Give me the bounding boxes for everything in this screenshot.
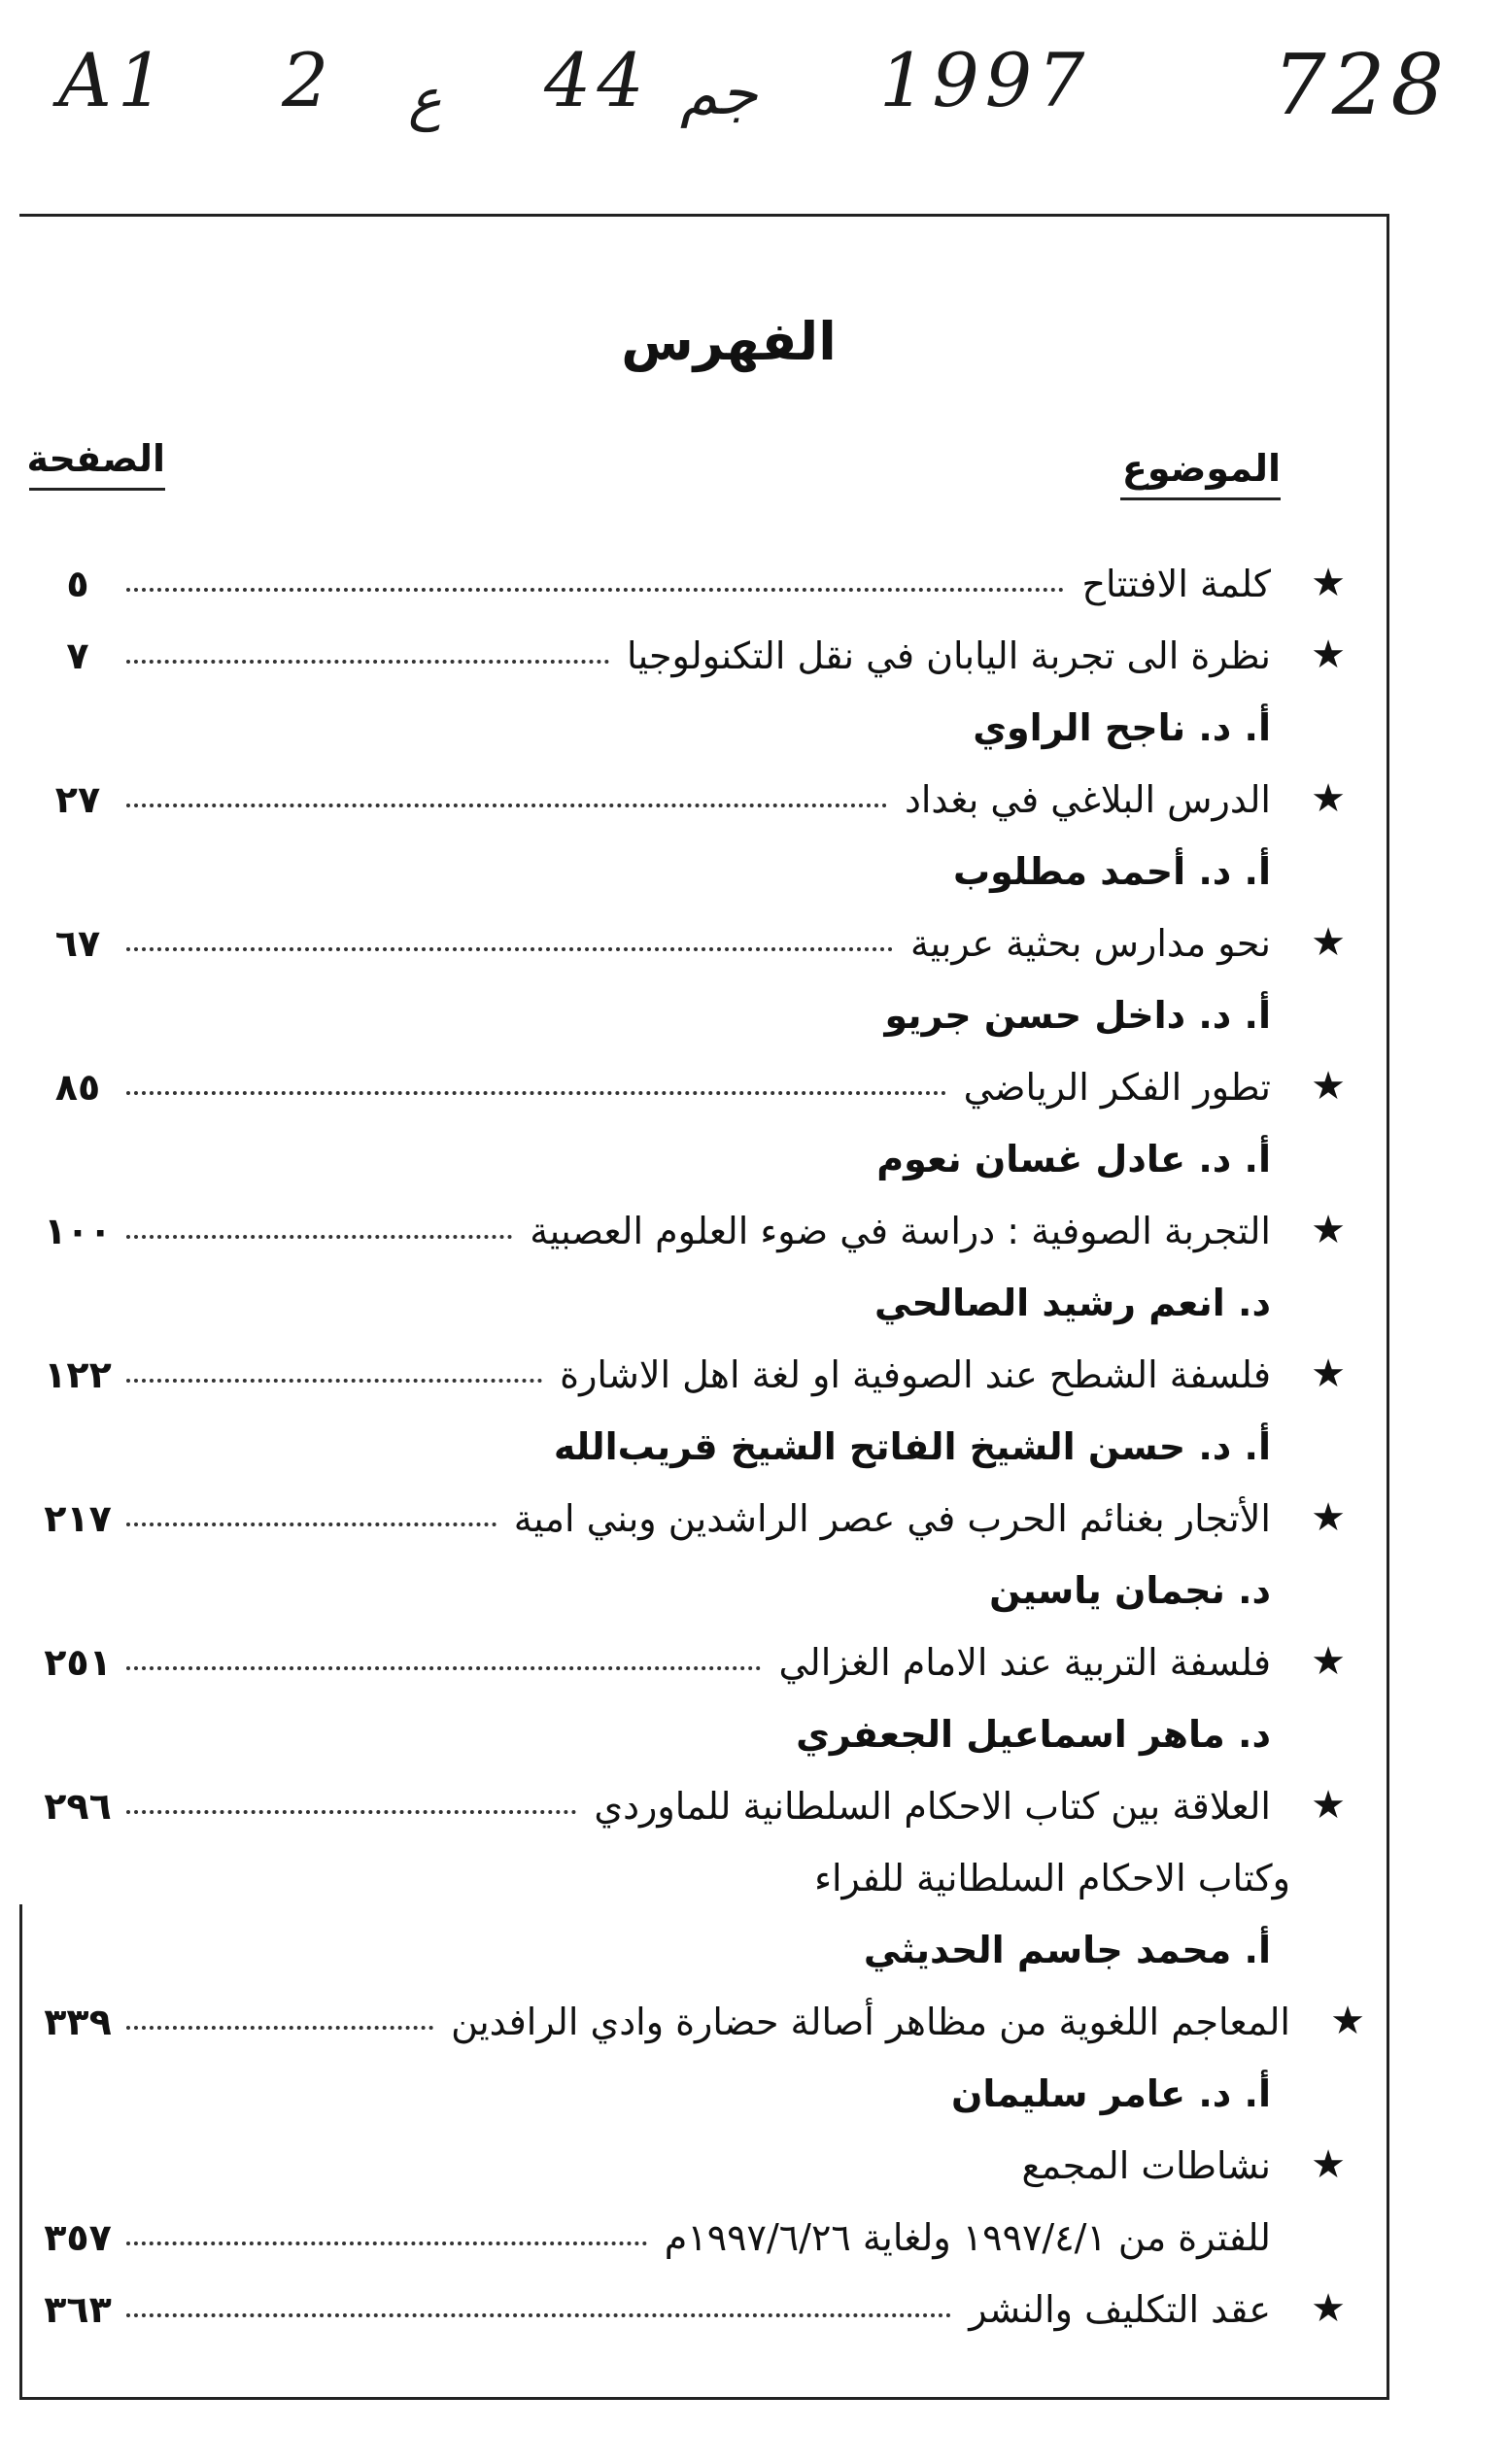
handwritten-n1: 2	[282, 37, 335, 123]
toc-list	[29, 549, 1365, 2346]
toc-entry-page: ٥	[29, 557, 126, 611]
toc-entry-author: د. ماهر اسماعيل الجعفري	[796, 1713, 1271, 1756]
toc-entry-title: نشاطات المجمع	[1011, 2139, 1271, 2193]
toc-entry-title: كلمة الافتتاح	[1072, 557, 1271, 611]
dot-leader	[126, 947, 893, 951]
toc-entry-continuation-row	[29, 2203, 1351, 2275]
handwritten-n4: جم	[680, 57, 758, 128]
toc-entry-title: نظرة الى تجربة اليابان في نقل التكنولوجيا	[617, 629, 1271, 683]
toc-entry[interactable]	[29, 1340, 1351, 1412]
toc-entry[interactable]	[29, 1196, 1351, 1268]
toc-entry-author-row	[29, 837, 1351, 908]
toc-entry[interactable]	[29, 908, 1351, 980]
handwritten-year: 1997	[879, 37, 1091, 123]
toc-entry-title: نحو مدارس بحثية عربية	[901, 916, 1271, 971]
dot-leader	[126, 1666, 761, 1670]
toc-entry-title-continuation: وكتاب الاحكام السلطانية للفراء	[814, 1857, 1290, 1899]
toc-entry-title: المعاجم اللغوية من مظاهر أصالة حضارة وادي الرافدين	[441, 1995, 1290, 2049]
toc-entry-page: ١٢٢	[29, 1348, 126, 1402]
star-bullet-icon: ★	[1311, 561, 1346, 605]
dot-leader	[126, 1235, 512, 1239]
dot-leader	[126, 588, 1064, 592]
toc-entry-page: ٨٥	[29, 1060, 126, 1114]
toc-entry-author: أ. د. عامر سليمان	[950, 2072, 1271, 2115]
dot-leader	[126, 1091, 946, 1095]
toc-entry-author: د. نجمان ياسين	[989, 1569, 1271, 1612]
toc-entry[interactable]	[29, 1771, 1351, 1843]
star-bullet-icon: ★	[1311, 633, 1346, 677]
toc-entry[interactable]	[29, 2275, 1351, 2346]
toc-entry-page: ٢١٧	[29, 1491, 126, 1546]
toc-entry-page: ٦٧	[29, 916, 126, 971]
toc-entry-author-row	[29, 1412, 1351, 1484]
toc-entry-author: أ. د. داخل حسن جريو	[884, 994, 1271, 1037]
page-title: الفهرس	[621, 311, 837, 372]
toc-entry-page: ٧	[29, 629, 126, 683]
toc-entry-author: أ. د. حسن الشيخ الفاتح الشيخ قريب‌الله	[553, 1425, 1271, 1468]
column-header-page: الصفحة	[29, 437, 165, 491]
toc-entry-author-row	[29, 693, 1351, 765]
toc-entry-page: ٢٥١	[29, 1635, 126, 1690]
dot-leader	[126, 1810, 576, 1814]
toc-entry-author-row	[29, 1556, 1351, 1627]
handwritten-code: A1	[58, 37, 171, 123]
toc-entry[interactable]	[29, 549, 1351, 621]
toc-entry-title: الدرس البلاغي في بغداد	[895, 772, 1271, 827]
toc-entry[interactable]	[29, 1484, 1351, 1556]
toc-entry-author-row	[29, 1268, 1351, 1340]
star-bullet-icon: ★	[1311, 1783, 1346, 1828]
star-bullet-icon: ★	[1311, 1352, 1346, 1396]
toc-entry[interactable]	[29, 2131, 1351, 2203]
dot-leader	[126, 804, 887, 807]
dot-leader	[126, 660, 609, 664]
column-header-topic: الموضوع	[1120, 447, 1281, 500]
toc-entry[interactable]	[29, 1052, 1351, 1124]
toc-entry-title: تطور الفكر الرياضي	[954, 1060, 1271, 1114]
star-bullet-icon: ★	[1311, 1064, 1346, 1109]
star-bullet-icon: ★	[1311, 2142, 1346, 2187]
star-bullet-icon: ★	[1330, 1999, 1365, 2043]
toc-entry-page: ٢٩٦	[29, 1779, 126, 1833]
toc-entry-author-row	[29, 980, 1351, 1052]
toc-entry-author: أ. د. أحمد مطلوب	[953, 850, 1271, 893]
toc-entry-author: د. انعم رشيد الصالحي	[874, 1282, 1271, 1324]
toc-entry-page: ٣٣٩	[29, 1995, 126, 2049]
dot-leader	[126, 2313, 951, 2317]
toc-entry-title: العلاقة بين كتاب الاحكام السلطانية للماوردي	[584, 1779, 1271, 1833]
toc-entry-author: أ. د. عادل غسان نعوم	[876, 1138, 1271, 1181]
toc-entry-continuation-row	[29, 1843, 1351, 1915]
dot-leader	[126, 1523, 497, 1526]
toc-entry[interactable]	[29, 1627, 1351, 1699]
star-bullet-icon: ★	[1311, 920, 1346, 965]
toc-entry-author-row	[29, 1915, 1351, 1987]
toc-entry-title: الأتجار بغنائم الحرب في عصر الراشدين وبني امية	[504, 1491, 1271, 1546]
star-bullet-icon: ★	[1311, 1639, 1346, 1684]
star-bullet-icon: ★	[1311, 776, 1346, 821]
toc-entry-page: ١٠٠	[29, 1204, 126, 1258]
toc-entry-page: ٢٧	[29, 772, 126, 827]
handwritten-number: 728	[1273, 37, 1451, 134]
toc-entry-author-row	[29, 1699, 1351, 1771]
toc-entry-author: أ. محمد جاسم الحديثي	[863, 1929, 1271, 1971]
toc-entry-page: ٣٥٧	[29, 2210, 126, 2265]
toc-entry-author: أ. د. ناجح الراوي	[973, 706, 1271, 749]
toc-entry-page: ٣٦٣	[29, 2282, 126, 2337]
toc-entry-title: فلسفة التربية عند الامام الغزالي	[769, 1635, 1271, 1690]
toc-entry[interactable]	[29, 1987, 1365, 2059]
handwritten-n2: ع	[408, 66, 442, 132]
dot-leader	[126, 2242, 647, 2245]
star-bullet-icon: ★	[1311, 2286, 1346, 2331]
toc-entry-author-row	[29, 2059, 1351, 2131]
toc-entry-title: التجربة الصوفية : دراسة في ضوء العلوم العصبية	[520, 1204, 1271, 1258]
handwritten-header	[0, 37, 1507, 170]
toc-entry[interactable]	[29, 621, 1351, 693]
dot-leader	[126, 2026, 433, 2030]
frame-left-border	[19, 1904, 22, 2400]
star-bullet-icon: ★	[1311, 1495, 1346, 1540]
toc-entry[interactable]	[29, 765, 1351, 837]
dot-leader	[126, 1379, 542, 1383]
toc-entry-title-continuation: للفترة من ١٩٩٧/٤/١ ولغاية ١٩٩٧/٦/٢٦م	[655, 2210, 1271, 2265]
toc-entry-author-row	[29, 1124, 1351, 1196]
star-bullet-icon: ★	[1311, 1208, 1346, 1252]
handwritten-n3: 44	[544, 37, 650, 123]
toc-entry-title: عقد التكليف والنشر	[959, 2282, 1271, 2337]
toc-entry-title: فلسفة الشطح عند الصوفية او لغة اهل الاشارة	[550, 1348, 1271, 1402]
